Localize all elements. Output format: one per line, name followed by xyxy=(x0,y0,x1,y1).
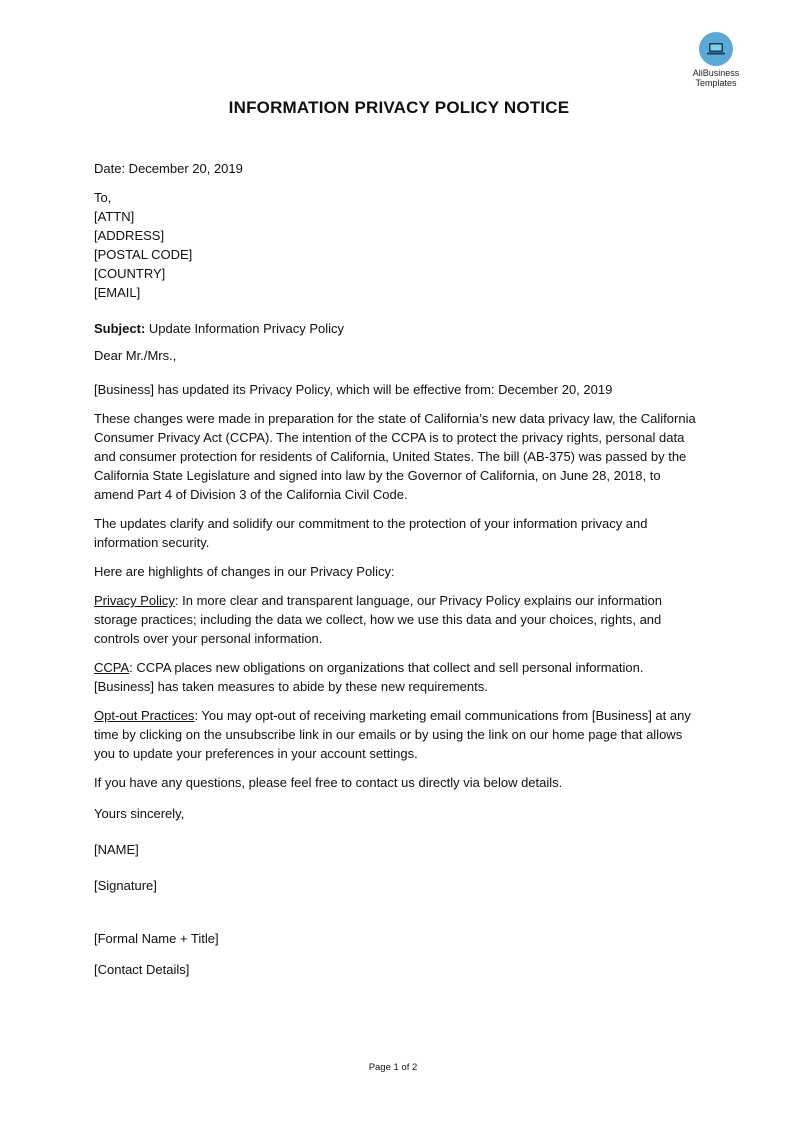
company-logo xyxy=(684,32,748,88)
paragraph-highlights-intro: Here are highlights of changes in our Privacy Policy: xyxy=(94,564,395,579)
paragraph-commitment: The updates clarify and solidify our commitment to the protection of your information privacy and information security. xyxy=(94,516,648,550)
closing-name: [NAME] xyxy=(94,842,139,857)
highlight-opt-out: Opt-out Practices: You may opt-out of receiving marketing email communications from [Business] at any time by clicking on the unsubscribe link in our emails or by using the link on our home page that allows you to update your preferences in your account settings. xyxy=(94,708,691,761)
highlight-privacy-policy: Privacy Policy: In more clear and transparent language, our Privacy Policy explains our information storage practices; including the data we collect, how we use this data and your choices, rights, and controls over your personal information. xyxy=(94,593,662,646)
page-number: Page 1 of 2 xyxy=(368,1062,418,1073)
date-line: Date: December 20, 2019 xyxy=(94,161,243,176)
closing-signature: [Signature] xyxy=(94,878,157,893)
paragraph-questions: If you have any questions, please feel free to contact us directly via below details. xyxy=(94,775,563,790)
paragraph-ccpa-background: These changes were made in preparation for the state of California’s new data privacy law, the California Consumer Privacy Act (CCPA). The intention of the CCPA is to protect the privacy rights, personal data and consumer protection for residents of California, United States. The bill (AB-375) was passed by the California State Legislature and signed into law by the Governor of California, on June 28, 2018, to amend Part 4 of Division 3 of the California Civil Code. xyxy=(94,411,696,502)
page-title: INFORMATION PRIVACY POLICY NOTICE xyxy=(228,98,570,117)
laptop-icon xyxy=(699,32,733,66)
closing-formal-name: [Formal Name + Title] xyxy=(94,931,219,946)
letter-body xyxy=(94,159,696,979)
highlight-ccpa: CCPA: CCPA places new obligations on organizations that collect and sell personal information. [Business] has taken measures to abide by these new requirements. xyxy=(94,660,644,694)
closing-sincerely: Yours sincerely, xyxy=(94,806,185,821)
paragraph-effective-date: [Business] has updated its Privacy Policy, which will be effective from: December 20, 2019 xyxy=(94,382,613,397)
closing-contact-details: [Contact Details] xyxy=(94,962,190,977)
greeting: Dear Mr./Mrs., xyxy=(94,348,177,363)
subject-line: Subject: Update Information Privacy Policy xyxy=(94,321,344,336)
logo-text: AliBusiness Templates xyxy=(692,68,740,88)
recipient-address: To, [ATTN] [ADDRESS] [POSTAL CODE] [COUNTRY] [EMAIL] xyxy=(94,190,193,300)
